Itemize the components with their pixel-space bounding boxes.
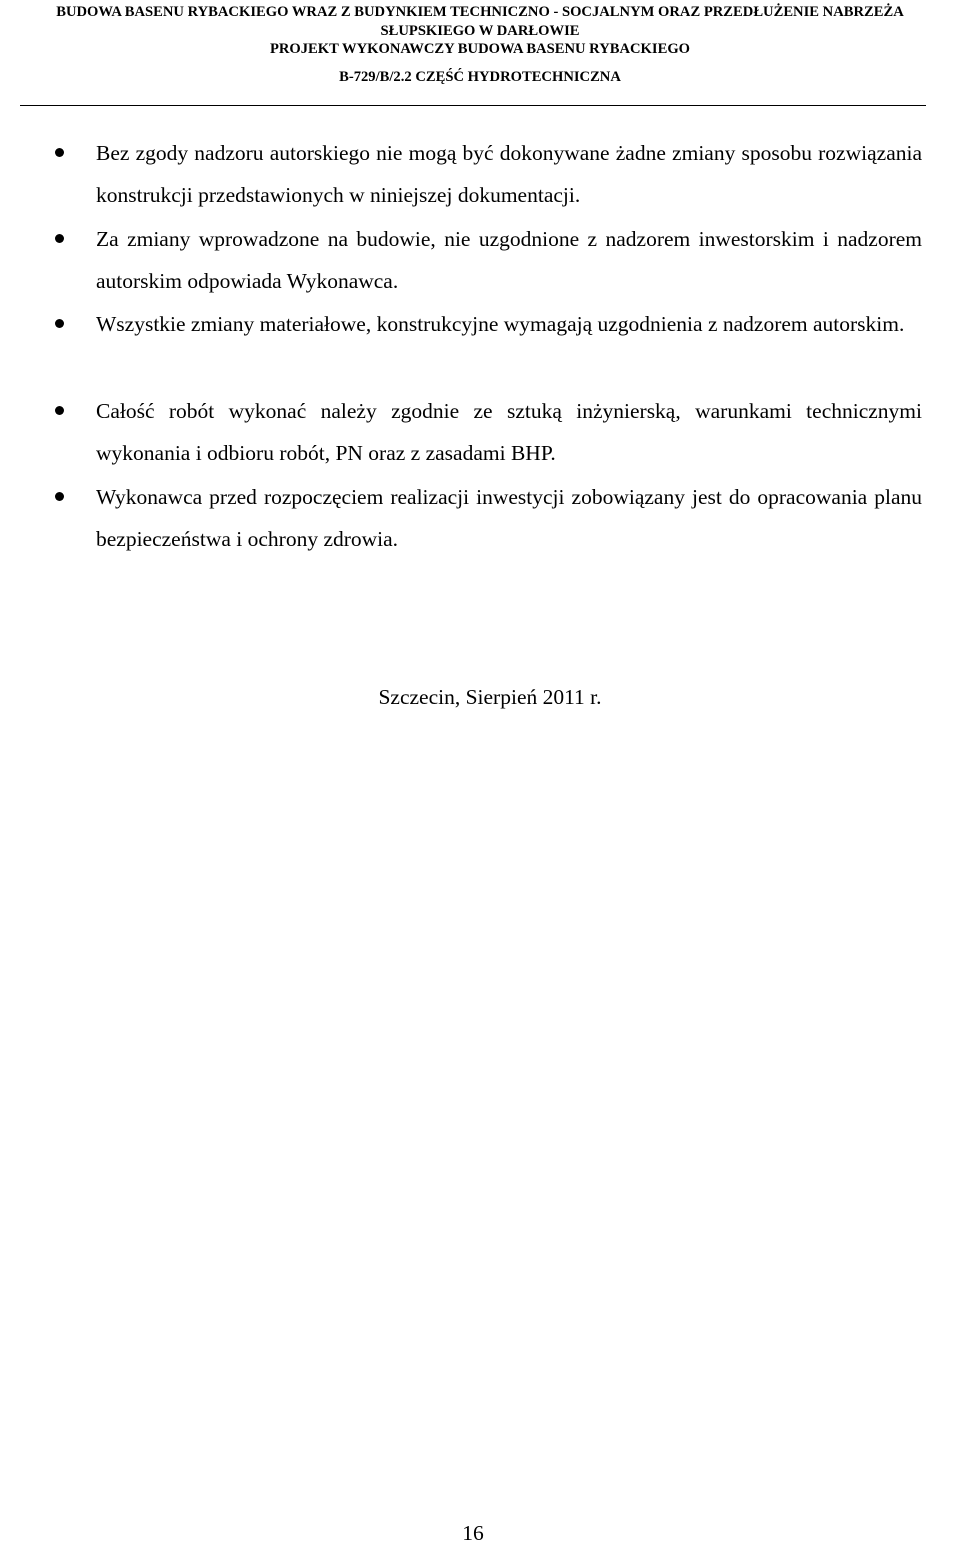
bullet-icon bbox=[55, 234, 64, 243]
header-project-type: PROJEKT WYKONAWCZY BUDOWA BASENU RYBACKIEGO bbox=[269, 41, 691, 57]
list-item-text: Bez zgody nadzoru autorskiego nie mogą być dokonywane żadne zmiany sposobu rozwiązania konstrukcji przedstawionych w niniejszej dokumentacji. bbox=[96, 141, 922, 207]
page-number: 16 bbox=[462, 1521, 484, 1545]
list-item bbox=[96, 476, 922, 560]
header-divider bbox=[20, 105, 926, 106]
header-project-location: SŁUPSKIEGO W DARŁOWIE bbox=[380, 23, 580, 39]
list-item-text: Całość robót wykonać należy zgodnie ze sztuką inżynierską, warunkami technicznymi wykonania i odbioru robót, PN oraz z zasadami BHP. bbox=[96, 399, 922, 465]
list-item-text: Za zmiany wprowadzone na budowie, nie uzgodnione z nadzorem inwestorskim i nadzorem autorskim odpowiada Wykonawca. bbox=[96, 227, 922, 293]
place-and-date: Szczecin, Sierpień 2011 r. bbox=[378, 685, 602, 709]
list-item bbox=[96, 132, 922, 216]
list-item bbox=[96, 218, 922, 302]
bullet-icon bbox=[55, 148, 64, 157]
header-project-title: BUDOWA BASENU RYBACKIEGO WRAZ Z BUDYNKIEM TECHNICZNO - SOCJALNYM ORAZ PRZEDŁUŻENIE NABRZEŻA bbox=[56, 4, 904, 20]
list-item bbox=[96, 303, 922, 345]
header-document-code: B-729/B/2.2 CZĘŚĆ HYDROTECHNICZNA bbox=[339, 69, 621, 85]
bullet-icon bbox=[55, 319, 64, 328]
bullet-icon bbox=[55, 406, 64, 415]
list-item-text: Wszystkie zmiany materiałowe, konstrukcyjne wymagają uzgodnienia z nadzorem autorskim. bbox=[96, 312, 905, 336]
list-item-text: Wykonawca przed rozpoczęciem realizacji inwestycji zobowiązany jest do opracowania planu bezpieczeństwa i ochrony zdrowia. bbox=[96, 485, 922, 551]
list-item bbox=[96, 390, 922, 474]
bullet-icon bbox=[55, 492, 64, 501]
